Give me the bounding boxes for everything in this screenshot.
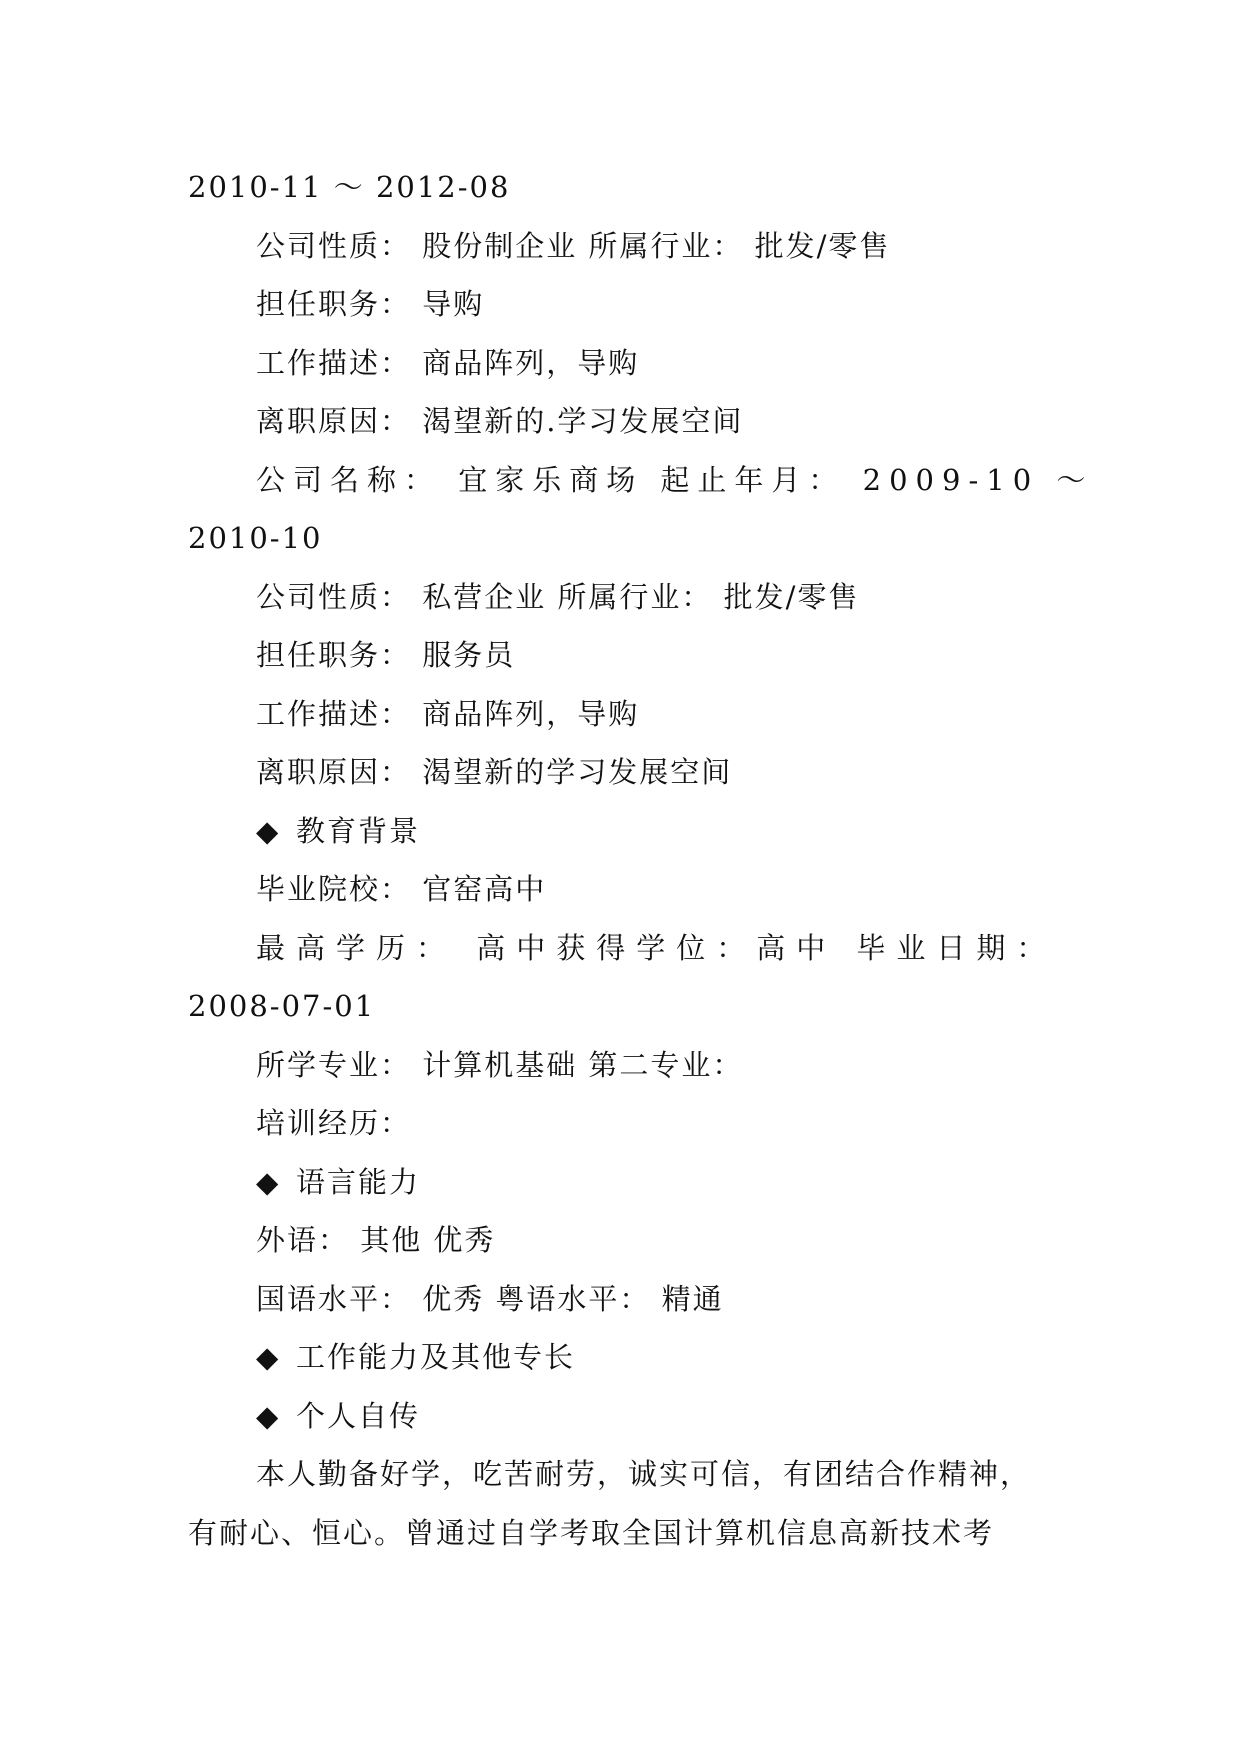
diamond-bullet-icon: ◆ — [256, 1164, 281, 1199]
school-line: 毕业院校： 官窑高中 — [256, 872, 547, 906]
job-description-line: 工作描述： 商品阵列，导购 — [256, 345, 640, 380]
graduation-date-line: 2008-07-01 — [188, 989, 376, 1023]
diamond-bullet-icon: ◆ — [256, 1340, 281, 1374]
highest-degree-line: 最高学历： 高中获得学位：高中 毕业日期： — [256, 930, 1057, 965]
autobiography-paragraph: 本人勤备好学，吃苦耐劳，诚实可信，有团结合作精神，有耐心、恒心。曾通过自学考取全国计算机信息高新技术考 — [188, 1457, 1032, 1550]
section-heading-education — [188, 802, 1058, 861]
job-description-line: 工作描述： 商品阵列，导购 — [256, 696, 640, 731]
leave-reason-line: 离职原因： 渴望新的学习发展空间 — [256, 755, 733, 789]
section-heading-label: 个人自传 — [296, 1398, 421, 1433]
section-heading-language — [188, 1153, 1058, 1212]
position-line: 担任职务： 服务员 — [256, 638, 516, 672]
major-line: 所学专业： 计算机基础 第二专业： — [256, 1047, 744, 1082]
section-heading-autobiography — [188, 1387, 1058, 1446]
section-heading-label: 语言能力 — [296, 1164, 421, 1199]
leave-reason-line: 离职原因： 渴望新的.学习发展空间 — [256, 404, 744, 438]
work-period-end-line: 2010-10 — [188, 521, 323, 555]
company-type-line: 公司性质： 私营企业 所属行业： 批发/零售 — [256, 579, 860, 614]
work-period-line: 2010-11 ～ 2012-08 — [188, 170, 511, 204]
section-heading-label: 工作能力及其他专长 — [296, 1340, 576, 1374]
training-line: 培训经历： — [256, 1106, 412, 1140]
section-heading-label: 教育背景 — [296, 813, 421, 848]
foreign-language-line: 外语： 其他 优秀 — [256, 1223, 496, 1257]
resume-content — [188, 158, 1094, 1562]
section-heading-skills — [188, 1328, 1058, 1387]
company-type-line: 公司性质： 股份制企业 所属行业： 批发/零售 — [256, 228, 891, 263]
diamond-bullet-icon: ◆ — [256, 813, 281, 848]
company-name-line: 公司名称： 宜家乐商场 起止年月： 2009-10 ～ — [256, 462, 1094, 497]
diamond-bullet-icon: ◆ — [256, 1398, 281, 1433]
dialect-level-line: 国语水平： 优秀 粤语水平： 精通 — [256, 1281, 724, 1316]
position-line: 担任职务： 导购 — [256, 287, 485, 321]
